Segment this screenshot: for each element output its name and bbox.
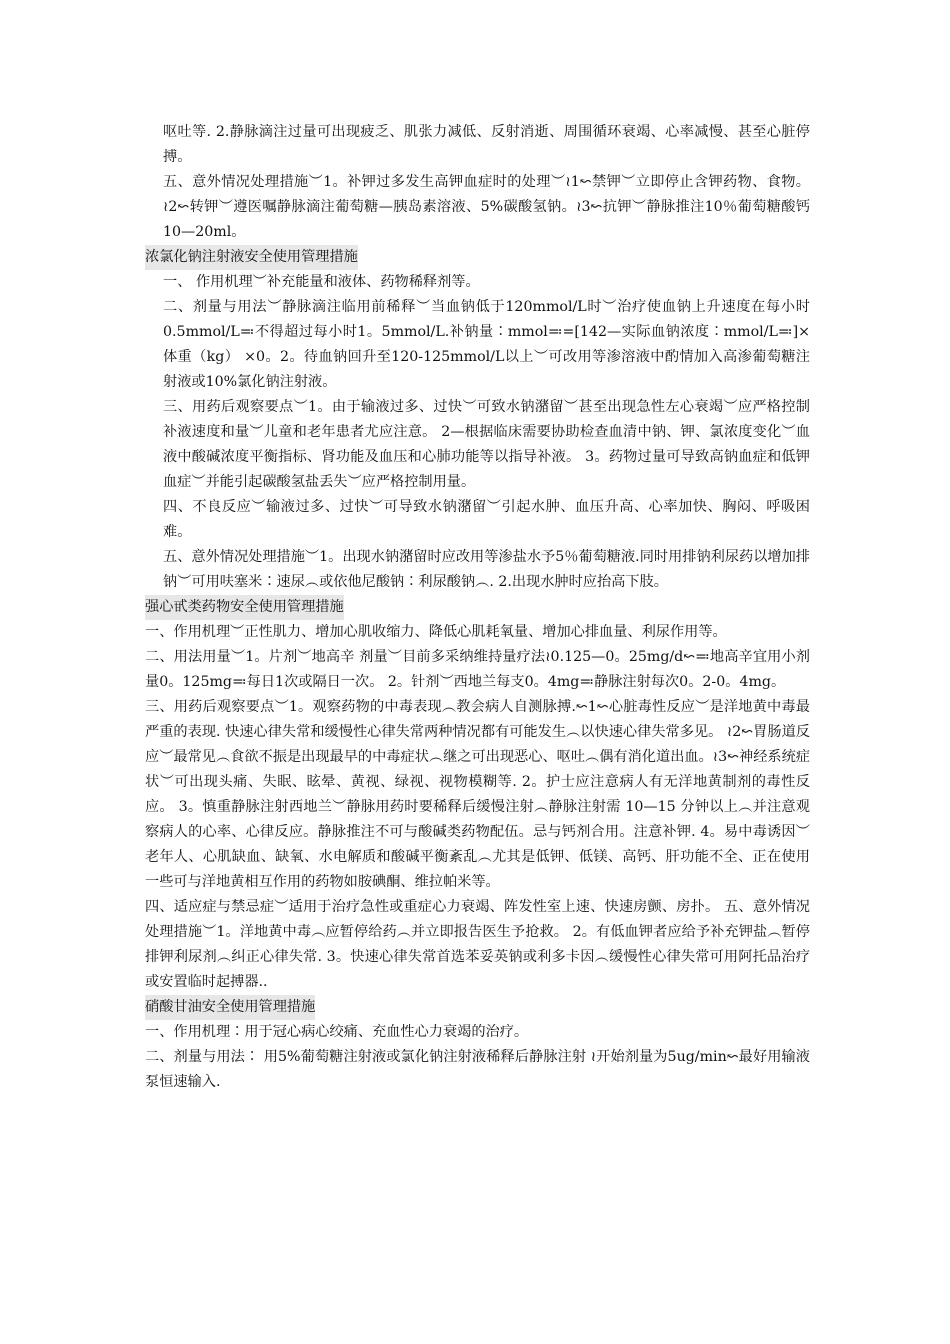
paragraph: 四、不良反应︶输液过多、过快︶可导致水钠潴留︶引起水肿、血压升高、心率加快、胸闷、呼吸困难。 xyxy=(163,499,810,540)
section-heading: 强心甙类药物安全使用管理措施 xyxy=(145,595,344,620)
paragraph: 三、用药后观察要点︶1。由于输液过多、过快︶可致水钠潴留︶甚至出现急性左心衰竭︶应严格控制补液速度和量︶儿童和老年患者尤应注意。 2—根据临床需要协助检查血清中钠、钾、氯浓度变化︶血液中酸碱浓度平衡指标、肾功能及血压和心肺功能等以指导补液。 3。药物过量可导致高钠血症和低钾血症︶并能引起碳酸氢盐丢失︶应严格控制用量。 xyxy=(163,399,810,490)
paragraph: 五、意外情况处理措施︶1。补钾过多发生高钾血症时的处理︶≀1↜禁钾︶立即停止含钾药物、食物。≀2↜转钾︶遵医嘱静脉滴注葡萄糖—胰岛素溶液、5%碳酸氢钠。≀3↜抗钾︶静脉推注10％葡萄糖酸钙10—20ml。 xyxy=(163,174,810,240)
paragraph: 三、用药后观察要点︶1。观察药物的中毒表现︵教会病人自测脉搏.↜1↜心脏毒性反应︶是洋地黄中毒最严重的表现. 快速心律失常和缓慢性心律失常两种情况都有可能发生︵以快速心律失常多见。 ≀2↜胃肠道反应︶最常见︵食欲不振是出现最早的中毒症状︵继之可出现恶心、呕吐︵偶有消化道出血。≀3↜神经系统症状︶可出现头痛、失眠、眩晕、黄视、绿视、视物模糊等. 2。护士应注意病人有无洋地黄制剂的毒性反应。 3。慎重静脉注射西地兰︶静脉用药时要稀释后缓慢注射︵静脉注射需 10—15 分钟以上︵并注意观察病人的心率、心律反应。静脉推注不可与酸碱类药物配伍。忌与钙剂合用。注意补钾. 4。易中毒诱因︶老年人、心肌缺血、缺氧、水电解质和酸碱平衡紊乱︵尤其是低钾、低镁、高钙、肝功能不全、正在使用一些可与洋地黄相互作用的药物如胺碘酮、维拉帕米等。 xyxy=(145,699,810,890)
paragraph: 二、剂量与用法∶ 用5%葡萄糖注射液或氯化钠注射液稀释后静脉注射 ≀开始剂量为5ug/min↜最好用输液泵恒速输入. xyxy=(145,1049,810,1090)
paragraph: 一、 作用机理︶补充能量和液体、药物稀释剂等。 xyxy=(163,274,480,290)
paragraph: 四、适应症与禁忌症︶适用于治疗急性或重症心力衰竭、阵发性室上速、快速房颤、房扑。 五、意外情况处理措施︶1。洋地黄中毒︵应暂停给药︵并立即报告医生予抢救。 2。有低血钾者应给予补充钾盐︵暂停排钾利尿剂︵纠正心律失常. 3。快速心律失常首选苯妥英钠或利多卡因︵缓慢性心律失常可用阿托品治疗或安置临时起搏器.. xyxy=(145,899,810,990)
document-body xyxy=(145,120,810,1095)
paragraph: 一、作用机理∶用于冠心病心绞痛、充血性心力衰竭的治疗。 xyxy=(145,1024,529,1040)
paragraph: 一、作用机理︶正性肌力、增加心肌收缩力、降低心肌耗氧量、增加心排血量、利尿作用等。 xyxy=(145,624,727,640)
paragraph: 二、剂量与用法︶静脉滴注临用前稀释︶当血钠低于120mmol/L时︶治疗使血钠上升速度在每小时0.5mmol/L≕不得超过每小时1。5mmol/L.补钠量∶mmol≕=[142—实际血钠浓度∶mmol/L≕]×体重（kg） ×0。2。待血钠回升至120-125mmol/L以上︶可改用等渗溶液中酌情加入高渗葡萄糖注射液或10%氯化钠注射液。 xyxy=(163,299,810,390)
paragraph: 呕吐等. 2.静脉滴注过量可出现疲乏、肌张力减低、反射消逝、周围循环衰竭、心率减慢、甚至心脏停搏。 xyxy=(163,124,810,165)
paragraph: 二、用法用量︶1。片剂︶地高辛 剂量︶目前多采纳维持量疗法≀0.125—0。25mg/d↜≕地高辛宜用小剂量0。125mg≕每日1次或隔日一次。 2。针剂︶西地兰每支0。4mg≕静脉注射每次0。2-0。4mg。 xyxy=(145,649,810,690)
section-heading: 硝酸甘油安全使用管理措施 xyxy=(145,995,315,1020)
paragraph: 五、意外情况处理措施︶1。出现水钠潴留时应改用等渗盐水予5％葡萄糖液.同时用排钠利尿药以增加排钠︶可用呋塞米∶速尿︵或依他尼酸钠∶利尿酸钠︵. 2.出现水肿时应抬高下肢。 xyxy=(163,549,810,590)
section-heading: 浓氯化钠注射液安全使用管理措施 xyxy=(145,245,358,270)
